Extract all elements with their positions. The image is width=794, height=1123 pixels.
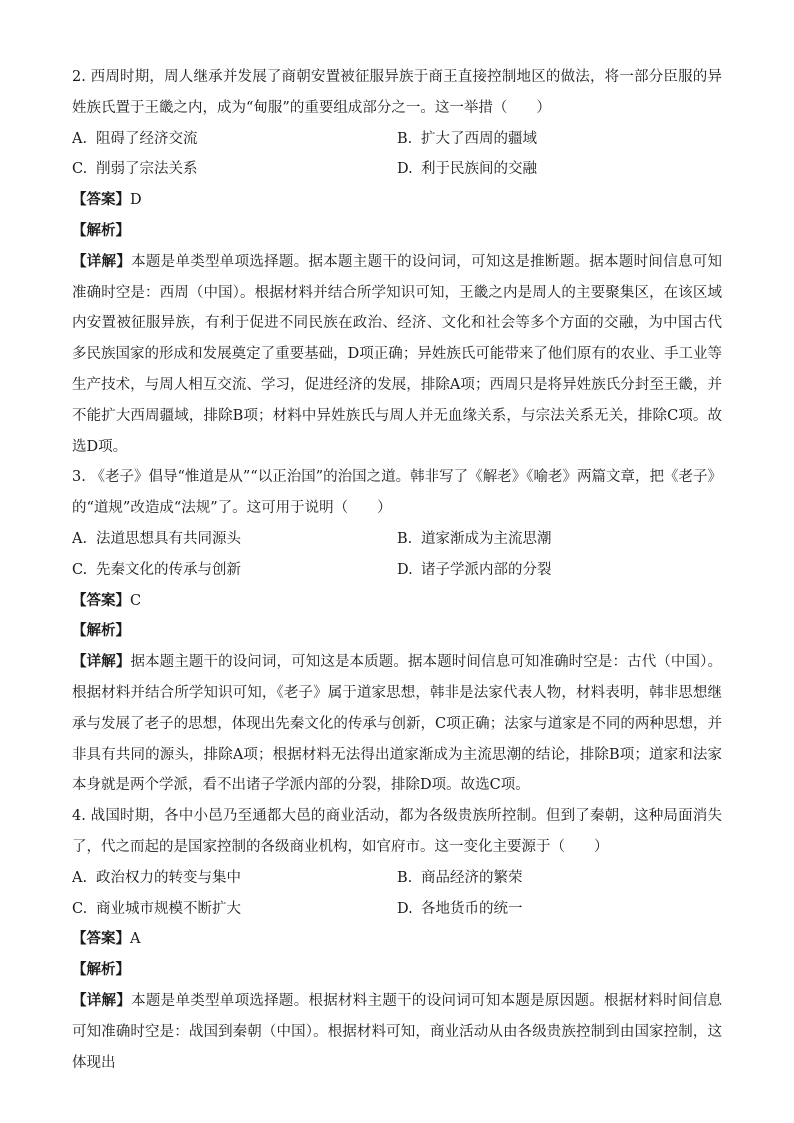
question-stem: 2. 西周时期，周人继承并发展了商朝安置被征服异族于商王直接控制地区的做法，将一部分臣服的异姓族氏置于王畿之内，成为“甸服”的重要组成部分之一。这一举措（ ）: [72, 69, 722, 116]
options-list: [72, 863, 722, 925]
answer-tag: 【答案】: [72, 191, 130, 209]
option-letter: C.: [72, 161, 88, 178]
analysis-tag: 【解析】: [72, 622, 130, 640]
option-letter: D.: [397, 900, 413, 917]
option-a: [72, 863, 397, 894]
option-b: [397, 863, 722, 894]
question-stem: 4. 战国时期，各中小邑乃至通都大邑的商业活动，都为各级贵族所控制。但到了秦朝，这种局面消失了，代之而起的是国家控制的各级商业机构，如官府市。这一变化主要源于（ ）: [72, 808, 722, 855]
option-text: 道家渐成为主流思潮: [421, 530, 552, 547]
answer-value: D: [130, 192, 142, 209]
option-text: 法道思想具有共同源头: [96, 530, 241, 547]
option-letter: D.: [397, 161, 413, 178]
option-b: [397, 524, 722, 555]
detail-paragraph: [72, 986, 722, 1078]
option-text: 商品经济的繁荣: [421, 869, 523, 886]
option-letter: C.: [72, 900, 88, 917]
option-b: [397, 124, 722, 155]
option-text: 扩大了西周的疆域: [421, 130, 537, 147]
option-letter: A.: [72, 530, 88, 547]
document-page: [72, 62, 722, 1078]
option-letter: A.: [72, 130, 88, 147]
option-d: [397, 894, 722, 925]
option-c: [72, 894, 397, 925]
analysis-heading: [72, 216, 722, 247]
option-c: [72, 154, 397, 185]
option-text: 利于民族间的交融: [421, 161, 537, 178]
answer-line: [72, 924, 722, 955]
question-4: [72, 801, 722, 1078]
detail-tag: 【详解】: [72, 252, 132, 270]
analysis-heading: [72, 955, 722, 986]
option-letter: B.: [397, 130, 413, 147]
detail-text: 本题是单类型单项选择题。据本题主题干的设问词，可知这是推断题。据本题时间信息可知准确时空是：西周（中国）。根据材料并结合所学知识可知，王畿之内是周人的主要聚集区，在该区域内安置被征服异族，有利于促进不同民族在政治、经济、文化和社会等多个方面的交融，为中国古代多民族国家的形成和发展奠定了重要基础，D项正确；异姓族氏可能带来了他们原有的农业、手工业等生产技术，与周人相互交流、学习，促进经济的发展，排除A项；西周只是将异姓族氏分封至王畿，并不能扩大西周疆域，排除B项；材料中异姓族氏与周人并无血缘关系，与宗法关系无关，排除C项。故选D项。: [72, 253, 723, 455]
options-list: [72, 124, 722, 186]
question-3: [72, 462, 722, 801]
question-2: [72, 62, 722, 462]
detail-text: 本题是单类型单项选择题。根据材料主题干的设问词可知本题是原因题。根据材料时间信息可知准确时空是：战国到秦朝（中国）。根据材料可知，商业活动从由各级贵族控制到由国家控制，这体现出: [72, 992, 723, 1071]
analysis-heading: [72, 616, 722, 647]
option-text: 阻碍了经济交流: [96, 130, 198, 147]
options-list: [72, 524, 722, 586]
option-text: 政治权力的转变与集中: [96, 869, 241, 886]
option-letter: B.: [397, 869, 413, 886]
option-c: [72, 555, 397, 586]
option-text: 削弱了宗法关系: [96, 161, 198, 178]
option-d: [397, 154, 722, 185]
option-a: [72, 124, 397, 155]
answer-tag: 【答案】: [72, 591, 130, 609]
detail-tag: 【详解】: [72, 991, 132, 1009]
detail-text: 据本题主题干的设问词，可知这是本质题。据本题时间信息可知准确时空是：古代（中国）。根据材料并结合所学知识可知，《老子》属于道家思想，韩非是法家代表人物，材料表明，韩非思想继承与发展了老子的思想，体现出先秦文化的传承与创新，C项正确；法家与道家是不同的两种思想，并非具有共同的源头，排除A项；根据材料无法得出道家渐成为主流思潮的结论，排除B项；道家和法家本身就是两个学派，看不出诸子学派内部的分裂，排除D项。故选C项。: [72, 654, 723, 794]
option-letter: B.: [397, 530, 413, 547]
option-text: 各地货币的统一: [421, 900, 523, 917]
option-letter: D.: [397, 561, 413, 578]
option-text: 先秦文化的传承与创新: [96, 561, 241, 578]
option-letter: A.: [72, 869, 88, 886]
answer-value: C: [130, 592, 142, 609]
detail-paragraph: [72, 247, 722, 463]
analysis-tag: 【解析】: [72, 221, 130, 239]
option-text: 商业城市规模不断扩大: [96, 900, 241, 917]
option-a: [72, 524, 397, 555]
option-letter: C.: [72, 561, 88, 578]
question-stem: 3. 《老子》倡导“惟道是从”“以正治国”的治国之道。韩非写了《解老》《喻老》两篇文章，把《老子》的“道规”改造成“法规”了。这可用于说明（ ）: [72, 469, 722, 517]
option-text: 诸子学派内部的分裂: [421, 561, 552, 578]
answer-line: [72, 586, 722, 617]
option-d: [397, 555, 722, 586]
answer-tag: 【答案】: [72, 930, 130, 948]
analysis-tag: 【解析】: [72, 961, 130, 979]
detail-paragraph: [72, 647, 722, 801]
answer-value: A: [130, 931, 141, 948]
answer-line: [72, 185, 722, 216]
detail-tag: 【详解】: [72, 653, 131, 671]
